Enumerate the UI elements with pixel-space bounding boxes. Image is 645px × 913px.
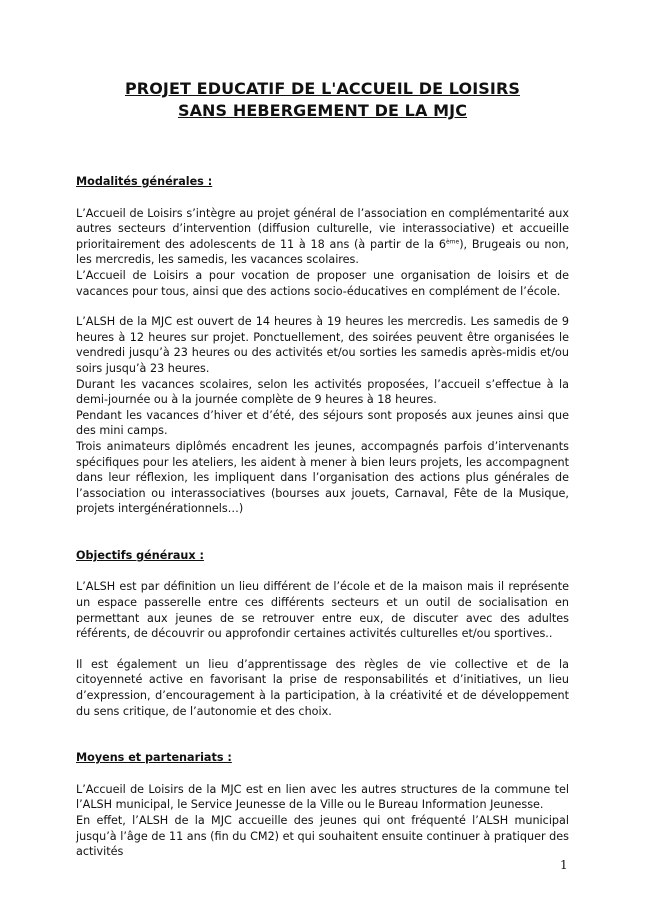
paragraph: En effet, l’ALSH de la MJC accueille des jeunes qui ont fréquenté l’ALSH municipal jusqu’à l’âge de 11 ans (fin du CM2) et qui souhaitent ensuite continuer à pratiquer des activités [76,814,569,859]
document-body [76,174,569,860]
title-line-1: PROJET EDUCATIF DE L'ACCUEIL DE LOISIRS [124,79,521,98]
page-number: 1 [560,858,568,872]
paragraph: Trois animateurs diplômés encadrent les jeunes, accompagnés parfois d’intervenants spécifiques pour les ateliers, les aident à mener à bien leurs projets, les accompagnent dans leur réflexion, les impliquent dans l’organisation des actions plus générales de l’association ou interassociatives (bourses aux jouets, Carnaval, Fête de la Musique, projets intergénérationnels…) [76,439,569,516]
paragraph: Durant les vacances scolaires, selon les activités proposées, l’accueil s’effectue à la demi-journée ou à la journée complète de 9 heures à 18 heures. [76,377,569,407]
paragraph: L’ALSH est par définition un lieu différent de l’école et de la maison mais il représente un espace passerelle entre ces différents secteurs et un outil de socialisation en permettant aux jeunes de se retrouver entre eux, de discuter avec des adultes référents, de découvrir ou approfondir certaines activités culturelles et/ou sportives.. [76,580,569,641]
paragraph: L’Accueil de Loisirs de la MJC est en lien avec les autres structures de la commune tel l’ALSH municipal, le Service Jeunesse de la Ville ou le Bureau Information Jeunesse. [76,782,569,812]
section-heading-moyens: Moyens et partenariats : [76,751,232,765]
paragraph: L’ALSH de la MJC est ouvert de 14 heures à 19 heures les mercredis. Les samedis de 9 heures à 12 heures sur projet. Ponctuellement, des soirées peuvent être organisées le vendredi jusqu’à 23 heures ou des activités et/ou sorties les samedis après-midis et/ou soirs jusqu’à 23 heures. [76,315,569,375]
paragraph: L’Accueil de Loisirs s’intègre au projet général de l’association en complémentarité aux autres secteurs d’intervention (diffusion culturelle, vie interassociative) et accueille prioritairement des adolescents de 11 à 18 ans (à partir de la 6ème), Brugeais ou non, les mercredis, les samedis, les vacances scolaires. [76,206,570,267]
section-heading-objectifs: Objectifs généraux : [76,548,204,562]
section-heading-modalites: Modalités générales : [76,175,213,188]
paragraph: L’Accueil de Loisirs a pour vocation de proposer une organisation de loisirs et de vacances pour tous, ainsi que des actions socio-éducatives en complément de l’école. [76,268,569,298]
superscript: ème [445,238,460,246]
paragraph: Il est également un lieu d’apprentissage des règles de vie collective et de la citoyenneté active en favorisant la prise de responsabilités et d’initiatives, un lieu d’expression, d’encouragement à la participation, à la créativité et de développement du sens critique, de l’autonomie et des choix. [76,657,569,718]
paragraph: Pendant les vacances d’hiver et d’été, des séjours sont proposés aux jeunes ainsi que des mini camps. [76,408,569,438]
document-title [60,78,585,122]
title-line-2: SANS HEBERGEMENT DE LA MJC [177,101,468,120]
